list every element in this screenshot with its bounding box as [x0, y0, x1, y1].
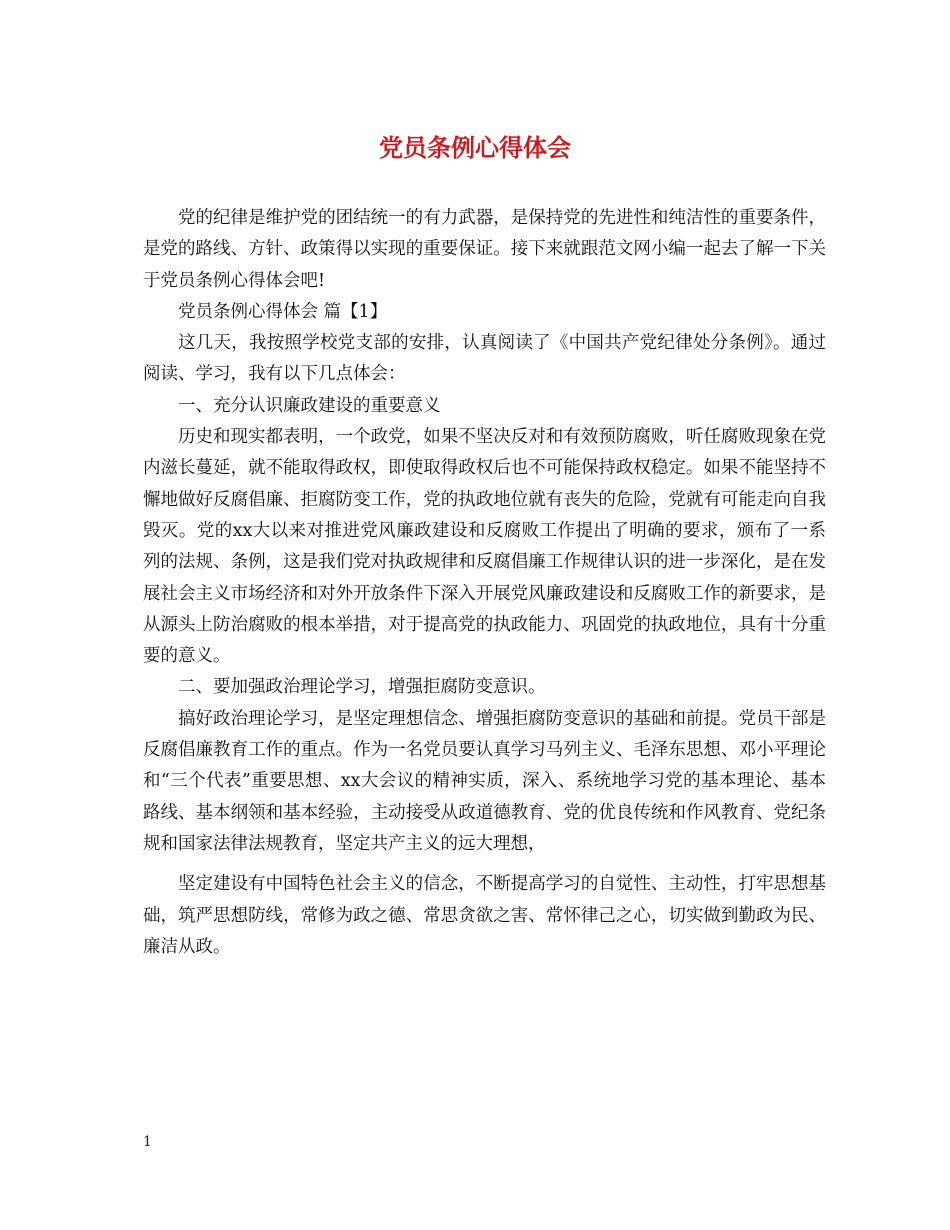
paragraph-point-two: 搞好政治理论学习，是坚定理想信念、增强拒腐防变意识的基础和前提。党员干部是反腐倡廉教育工作的重点。作为一名党员要认真学习马列主义、毛泽东思想、邓小平理论和“三个代表”重要思想、xx大会议的精神实质，深入、系统地学习党的基本理论、基本路线、基本纲领和基本经验，主动接受从政道德教育、党的优良传统和作风教育、党纪条规和国家法律法规教育，坚定共产主义的远大理想， — [143, 708, 826, 854]
intro-paragraph: 党的纪律是维护党的团结统一的有力武器，是保持党的先进性和纯洁性的重要条件，是党的路线、方针、政策得以实现的重要保证。接下来就跟范文网小编一起去了解一下关于党员条例心得体会吧! — [143, 208, 826, 291]
document-body — [143, 203, 826, 963]
heading-point-two: 二、要加强政治理论学习，增强拒腐防变意识。 — [178, 677, 546, 698]
paragraph-point-one: 历史和现实都表明，一个政党，如果不坚决反对和有效预防腐败，听任腐败现象在党内滋长蔓延，就不能取得政权，即使取得政权后也不可能保持政权稳定。如果不能坚持不懈地做好反腐倡廉、拒腐防变工作，党的执政地位就有丧失的危险，党就有可能走向自我毁灭。党的xx大以来对推进党风廉政建设和反腐败工作提出了明确的要求，颁布了一系列的法规、条例，这是我们党对执政规律和反腐倡廉工作规律认识的进一步深化，是在发展社会主义市场经济和对外开放条件下深入开展党风廉政建设和反腐败工作的新要求，是从源头上防治腐败的根本举措，对于提高党的执政能力、巩固党的执政地位，具有十分重要的意义。 — [143, 427, 826, 667]
section-heading-part-1: 党员条例心得体会 篇【1】 — [178, 301, 388, 322]
document-title: 党员条例心得体会 — [379, 133, 571, 162]
heading-point-one: 一、充分认识廉政建设的重要意义 — [178, 395, 441, 416]
page-number: 1 — [143, 1134, 152, 1150]
opening-paragraph: 这几天，我按照学校党支部的安排，认真阅读了《中国共产党纪律处分条例》。通过阅读、学习，我有以下几点体会： — [143, 333, 826, 385]
paragraph-conclusion: 坚定建设有中国特色社会主义的信念，不断提高学习的自觉性、主动性，打牢思想基础，筑严思想防线，常修为政之德、常思贪欲之害、常怀律己之心，切实做到勤政为民、廉洁从政。 — [143, 874, 826, 957]
